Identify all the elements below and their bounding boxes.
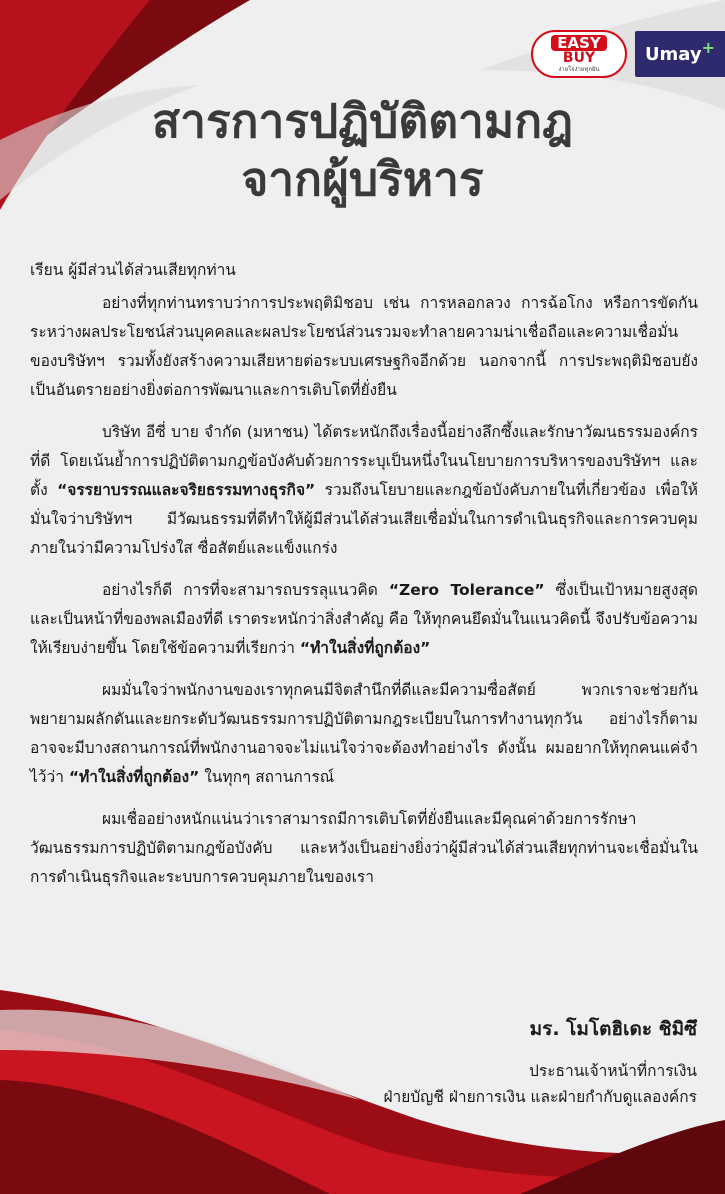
letter-body bbox=[30, 256, 698, 905]
paragraph-2-emphasis: “จรรยาบรรณและจริยธรรมทางธุรกิจ” bbox=[57, 481, 316, 499]
title-line-1: สารการปฏิบัติตามกฎ bbox=[152, 94, 573, 148]
paragraph-5: ผมเชื่ออย่างหนักแน่นว่าเราสามารถมีการเติบโตที่ยั่งยืนและมีคุณค่าด้วยการรักษาวัฒนธรรมการปฏิบัติตามกฎข้อบังคับ และหวังเป็นอย่างยิ่งว่าผู้มีส่วนได้ส่วนเสียทุกท่านจะเชื่อมั่นในการดำเนินธุรกิจและระบบการควบคุมภายในของเรา bbox=[30, 810, 698, 886]
logo-bar bbox=[531, 30, 725, 78]
easybuy-logo bbox=[531, 30, 627, 78]
paragraph-4 bbox=[30, 676, 698, 792]
paragraph-3-text-c: ซึ่งเป็นเป้าหมายสูงสุดและเป็นหน้าที่ของพลเมืองที่ดี เราตระหนักว่าสิ่งสำคัญ คือ ให้ทุกคนยึดมั่นในแนวคิดนี้ จึงปรับข้อความให้เรียบง่ายขึ้น โดยใช้ข้อความที่เรียกว่า bbox=[30, 581, 698, 657]
paragraph-3-emphasis-1: “Zero Tolerance” bbox=[388, 581, 545, 599]
easybuy-logo-tagline: ง่ายใจง่ายทุกฝัน bbox=[558, 65, 600, 73]
signatory-position-2: ฝ่ายบัญชี ฝ่ายการเงิน และฝ่ายกำกับดูแลองค์กร bbox=[383, 1088, 697, 1106]
page-title bbox=[0, 92, 725, 208]
title-line-2: จากผู้บริหาร bbox=[241, 152, 484, 206]
paragraph-4-emphasis: “ทำในสิ่งที่ถูกต้อง” bbox=[68, 768, 200, 786]
paragraph-1: อย่างที่ทุกท่านทราบว่าการประพฤติมิชอบ เช่น การหลอกลวง การฉ้อโกง หรือการขัดกันระหว่างผลประโยชน์ส่วนบุคคลและผลประโยชน์ส่วนรวมจะทำลายความน่าเชื่อถือและความเชื่อมั่นของบริษัทฯ รวมทั้งยังสร้างความเสียหายต่อระบบเศรษฐกิจอีกด้วย นอกจากนี้ การประพฤติมิชอบยังเป็นอันตรายอย่างยิ่งต่อการพัฒนาและการเติบโตที่ยั่งยืน bbox=[30, 294, 698, 399]
easybuy-logo-line2: BUY bbox=[562, 49, 596, 66]
umay-logo bbox=[635, 31, 725, 77]
paragraph-2 bbox=[30, 418, 698, 563]
signature-block bbox=[383, 1014, 697, 1110]
signatory-name: มร. โมโตฮิเดะ ชิมิซึ bbox=[529, 1018, 697, 1040]
signatory-position-1: ประธานเจ้าหน้าที่การเงิน bbox=[529, 1062, 697, 1080]
umay-logo-plus: + bbox=[701, 37, 716, 57]
umay-logo-text: Umay bbox=[644, 43, 702, 65]
paragraph-3 bbox=[30, 576, 698, 663]
paragraph-4-text-c: ในทุกๆ สถานการณ์ bbox=[199, 768, 335, 786]
easybuy-logo-line1: EASY bbox=[551, 35, 607, 51]
paragraph-3-emphasis-2: “ทำในสิ่งที่ถูกต้อง” bbox=[299, 639, 431, 657]
paragraph-3-text-a: อย่างไรก็ดี การที่จะสามารถบรรลุแนวคิด bbox=[102, 581, 389, 599]
paragraph-4-text-a: ผมมั่นใจว่าพนักงานของเราทุกคนมีจิตสำนึกที่ดีและมีความซื่อสัตย์ พวกเราจะช่วยกันพยายามผลักดันและยกระดับวัฒนธรรมการปฏิบัติตามกฎระเบียบในการทำงานทุกวัน อย่างไรก็ตาม อาจจะมีบางสถานการณ์ที่พนักงานอาจจะไม่แน่ใจว่าจะต้องทำอย่างไร ดังนั้น ผมอยากให้ทุกคนแค่จำไว้ว่า bbox=[30, 681, 698, 786]
greeting: เรียน ผู้มีส่วนได้ส่วนเสียทุกท่าน bbox=[30, 261, 236, 279]
paragraph-2-text-c: รวมถึงนโยบายและกฎข้อบังคับภายในที่เกี่ยวข้อง เพื่อให้มั่นใจว่าบริษัทฯ มีวัฒนธรรมที่ดีทำให้ผู้มีส่วนได้ส่วนเสียเชื่อมั่นในการดำเนินธุรกิจและการควบคุมภายในว่ามีความโปร่งใส ซื่อสัตย์และแข็งแกร่ง bbox=[30, 481, 698, 557]
paragraph-2-text-a: บริษัท อีซี่ บาย จำกัด (มหาชน) ได้ตระหนักถึงเรื่องนี้อย่างลึกซึ้งและรักษาวัฒนธรรมองค์กรที่ดี โดยเน้นย้ำการปฏิบัติตามกฎข้อบังคับด้วยการระบุเป็นหนึ่งในนโยบายการบริหารของบริษัทฯ และตั้ง bbox=[30, 423, 698, 499]
